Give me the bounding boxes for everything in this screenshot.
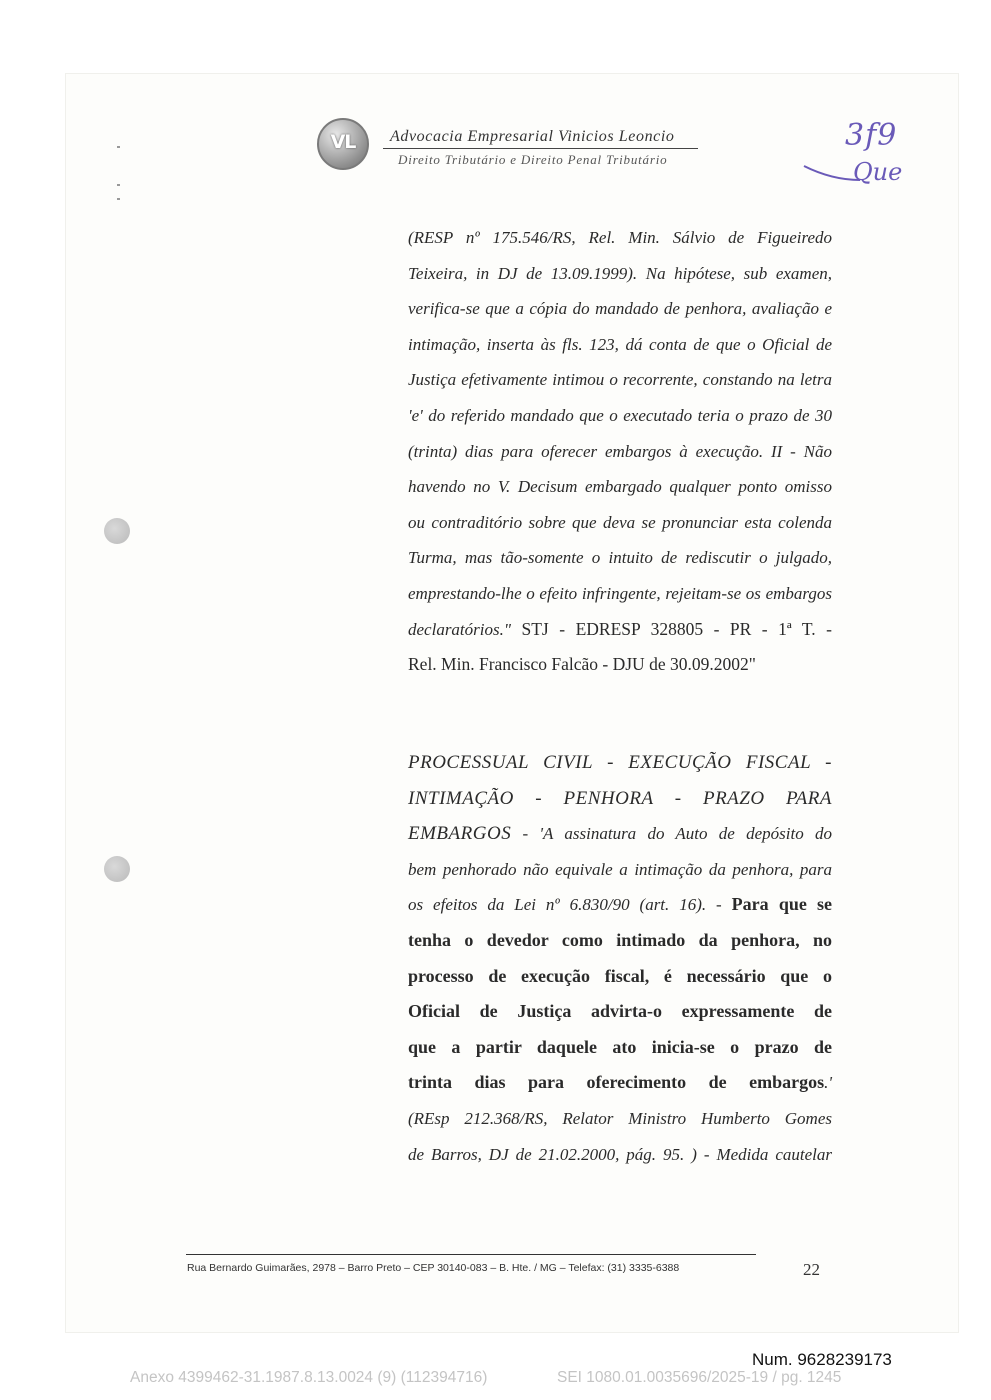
text-line: trinta dias para oferecimento de embargos.' — [408, 1072, 832, 1093]
text-line: PROCESSUAL CIVIL - EXECUÇÃO FISCAL - — [408, 752, 832, 773]
handwritten-folio: 3f9 — [845, 118, 898, 153]
text-line: ou contraditório sobre que deva se pronunciar esta colenda — [408, 512, 832, 532]
text-line: Turma, mas tão-somente o intuito de rediscutir o julgado, — [408, 548, 832, 568]
text-line: (RESP nº 175.546/RS, Rel. Min. Sálvio de Figueiredo — [408, 228, 832, 247]
handwritten-stroke — [800, 160, 940, 190]
text-line: havendo no V. Decisum embargado qualquer ponto omisso — [408, 477, 832, 497]
text-line: (trinta) dias para oferecer embargos à execução. II - Não — [408, 441, 832, 461]
sei-reference: SEI 1080.01.0035696/2025-19 / pg. 1245 — [557, 1369, 842, 1386]
text-line: bem penhorado não equivale a intimação da penhora, para — [408, 859, 832, 879]
footer-address: Rua Bernardo Guimarães, 2978 – Barro Preto – CEP 30140-083 – B. Hte. / MG – Telefax: (31) 3335-6388 — [187, 1262, 680, 1274]
annex-reference: Anexo 4399462-31.1987.8.13.0024 (9) (112394716) — [130, 1369, 488, 1386]
text-line: processo de execução fiscal, é necessário que o — [408, 965, 832, 986]
text-line: Justiça efetivamente intimou o recorrente, constando na letra — [408, 370, 832, 390]
text-line: INTIMAÇÃO - PENHORA - PRAZO PARA — [408, 787, 832, 809]
document-id: Num. 9628239173 — [752, 1350, 892, 1369]
text-line: intimação, inserta às fls. 123, dá conta de que o Oficial de — [408, 334, 832, 354]
firm-name: Advocacia Empresarial Vinicios Leoncio — [390, 128, 675, 145]
header-rule — [383, 148, 698, 149]
text-line: declaratórios." STJ - EDRESP 328805 - PR - 1ª T. - — [408, 618, 832, 639]
quote-block-1 — [408, 220, 832, 683]
text-line: (REsp 212.368/RS, Relator Ministro Humberto Gomes — [408, 1108, 832, 1128]
punch-hole — [104, 856, 130, 882]
firm-logo: VL — [317, 118, 369, 170]
text-line: 'e' do referido mandado que o executado teria o prazo de 30 — [408, 405, 832, 425]
text-line: que a partir daquele ato inicia-se o prazo de — [408, 1036, 832, 1057]
punch-hole — [104, 518, 130, 544]
page-number: 22 — [803, 1260, 820, 1279]
scan-mark — [117, 198, 120, 200]
text-line: Oficial de Justiça advirta-o expressamente de — [408, 1001, 832, 1022]
firm-subtitle: Direito Tributário e Direito Penal Tributário — [398, 152, 668, 167]
text-line: os efeitos da Lei nº 6.830/90 (art. 16). - Para que se — [408, 894, 833, 915]
quote-block-2 — [408, 745, 832, 1172]
text-line: Teixeira, in DJ de 13.09.1999). Na hipótese, sub examen, — [408, 263, 832, 283]
handwritten-initials: Que — [853, 158, 903, 186]
text-line: emprestando-lhe o efeito infringente, rejeitam-se os embargos — [408, 583, 832, 603]
footer-rule — [186, 1254, 756, 1255]
text-line: de Barros, DJ de 21.02.2000, pág. 95. ) - Medida cautelar — [408, 1144, 832, 1164]
text-line: Rel. Min. Francisco Falcão - DJU de 30.09.2002" — [408, 654, 756, 675]
text-line: tenha o devedor como intimado da penhora, no — [408, 929, 832, 950]
text-line: verifica-se que a cópia do mandado de penhora, avaliação e — [408, 299, 832, 319]
scan-mark — [117, 184, 120, 186]
text-line: EMBARGOS - 'A assinatura do Auto de depósito do — [408, 823, 832, 845]
scan-mark — [117, 146, 120, 148]
